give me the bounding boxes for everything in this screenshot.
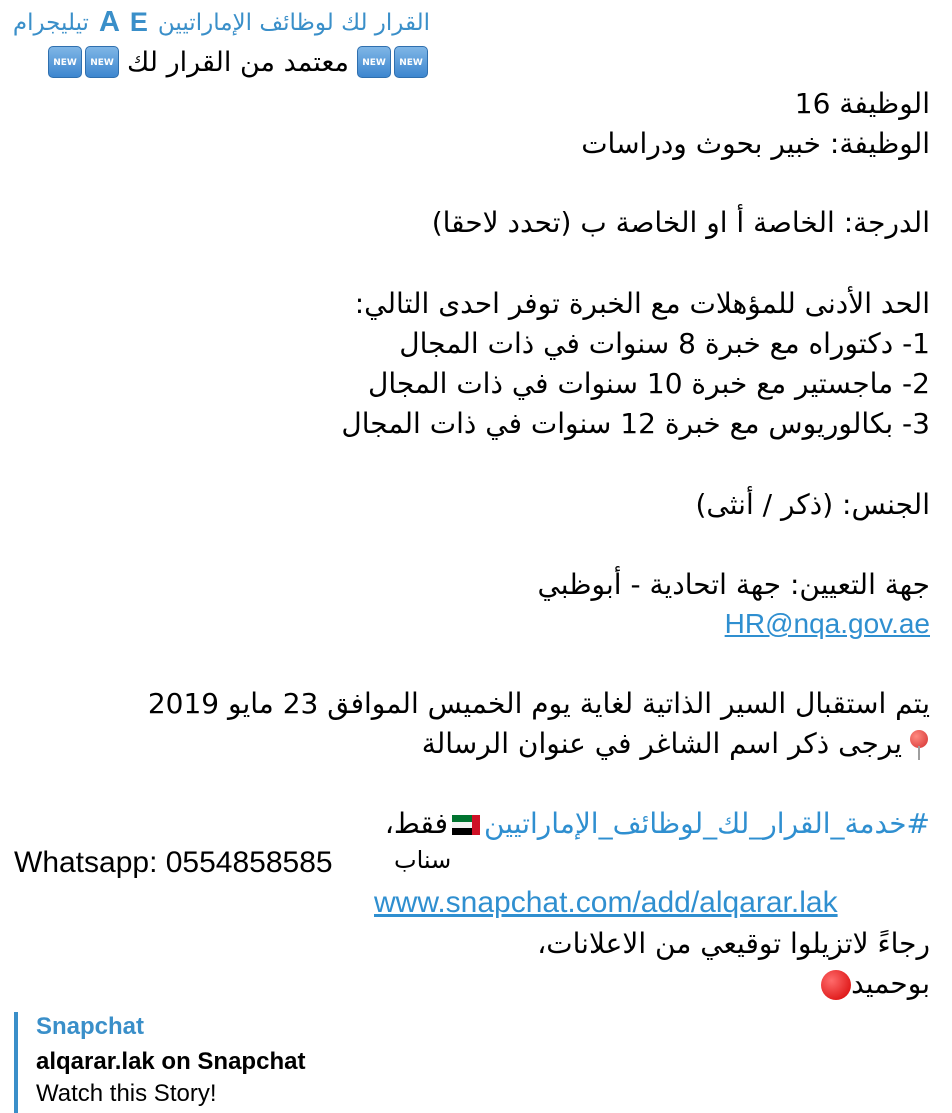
approved-line xyxy=(48,46,428,78)
job-title: الوظيفة: خبير بحوث ودراسات xyxy=(581,127,930,160)
job-grade: الدرجة: الخاصة أ او الخاصة ب (تحدد لاحقا) xyxy=(431,206,930,239)
channel-name[interactable]: القرار لك لوظائف الإماراتيين xyxy=(157,9,430,36)
new-badge-icon: NEW xyxy=(394,46,428,78)
new-badge-icon: NEW xyxy=(85,46,119,78)
preview-site-name: Snapchat xyxy=(36,1013,145,1040)
deadline-line: يتم استقبال السير الذاتية لغاية يوم الخميس الموافق 23 مايو 2019 xyxy=(147,687,930,720)
brand-e-icon: E xyxy=(129,7,148,37)
uae-flag-icon xyxy=(452,815,480,835)
badge-group-right xyxy=(357,46,428,78)
hashtag-link[interactable]: #خدمة_القرار_لك_لوظائف_الإماراتيين xyxy=(483,807,930,840)
hashtag-suffix: فقط، xyxy=(384,807,448,840)
brand-suffix: تيليجرام xyxy=(12,9,89,36)
signature-note: رجاءً لاتزيلوا توقيعي من الاعلانات، xyxy=(537,927,930,960)
employer-line: جهة التعيين: جهة اتحادية - أبوظبي xyxy=(537,568,930,601)
link-preview[interactable] xyxy=(14,1012,574,1113)
pin-icon xyxy=(908,730,930,760)
qualification-item: 2- ماجستير مع خبرة 10 سنوات في ذات المجال xyxy=(367,367,930,400)
whatsapp-number: Whatsapp: 0554858585 xyxy=(14,846,333,879)
snap-label: سناب xyxy=(394,846,452,874)
approved-text: معتمد من القرار لك xyxy=(127,46,349,78)
qualification-item: 3- بكالوريوس مع خبرة 12 سنوات في ذات المجال xyxy=(341,407,930,440)
brand-a-icon: A xyxy=(98,6,120,38)
gender-line: الجنس: (ذكر / أنثى) xyxy=(695,488,930,521)
new-badge-icon: NEW xyxy=(357,46,391,78)
signature-name: بوحميد xyxy=(851,967,930,1000)
channel-header[interactable] xyxy=(13,6,430,39)
new-badge-icon: NEW xyxy=(48,46,82,78)
hashtag-line xyxy=(385,804,930,844)
red-circle-icon xyxy=(821,970,851,1000)
badge-group-left xyxy=(48,46,119,78)
job-number: الوظيفة 16 xyxy=(794,87,930,120)
qualifications-heading: الحد الأدنى للمؤهلات مع الخبرة توفر احدى التالي: xyxy=(354,287,930,320)
email-link[interactable]: HR@nqa.gov.ae xyxy=(724,608,930,639)
note-line xyxy=(422,724,930,764)
preview-title: alqarar.lak on Snapchat xyxy=(36,1048,306,1075)
qualification-item: 1- دكتوراه مع خبرة 8 سنوات في ذات المجال xyxy=(399,327,930,360)
note-text: يرجى ذكر اسم الشاغر في عنوان الرسالة xyxy=(421,727,902,760)
preview-description: Watch this Story! xyxy=(36,1080,217,1107)
signature-line xyxy=(821,964,930,1004)
snapchat-link[interactable]: www.snapchat.com/add/alqarar.lak xyxy=(374,886,838,919)
